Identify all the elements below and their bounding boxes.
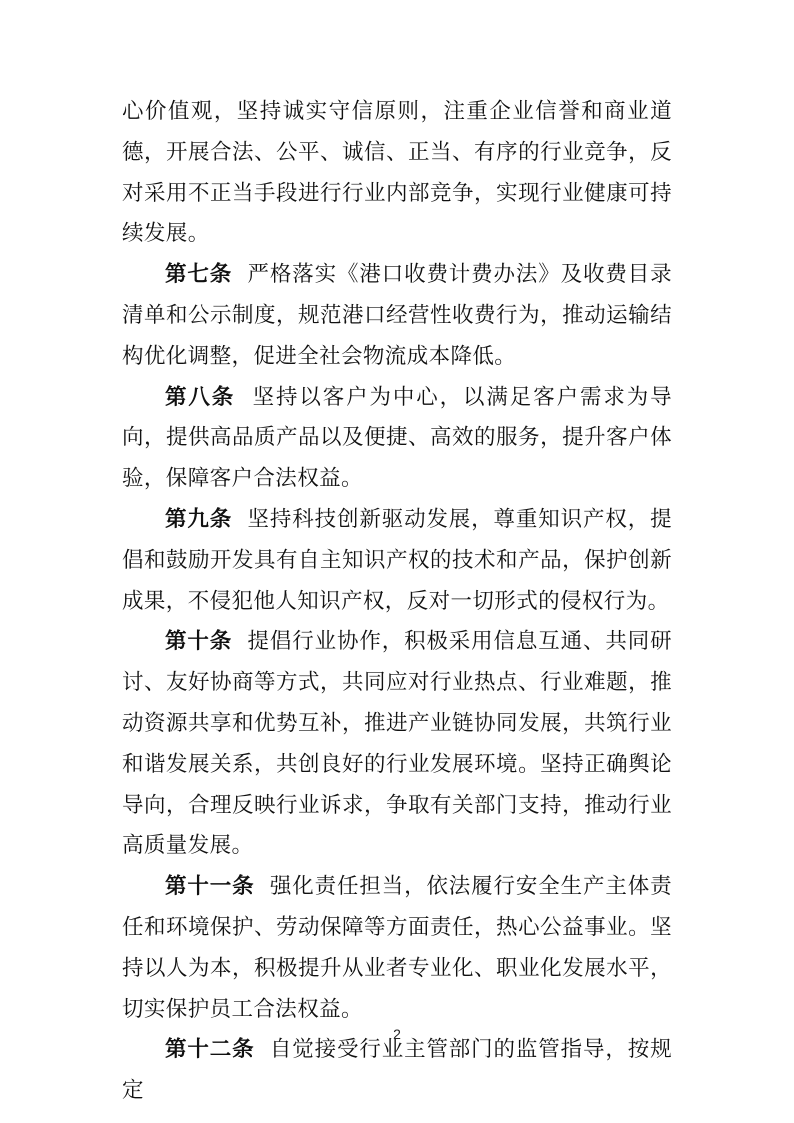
article-8	[122, 378, 672, 500]
paragraph-text: 坚持以客户为中心，以满足客户需求为导向，提供高品质产品以及便捷、高效的服务，提升客户体验，保障客户合法权益。	[122, 384, 673, 492]
article-12	[122, 1030, 672, 1112]
article-heading: 第九条	[165, 506, 233, 532]
article-11	[122, 867, 672, 1030]
article-heading: 第十条	[165, 629, 233, 655]
article-heading: 第十二条	[165, 1037, 255, 1063]
article-heading: 第七条	[165, 262, 233, 288]
document-body	[122, 92, 672, 1112]
paragraph-text: 心价值观，坚持诚实守信原则，注重企业信誉和商业道德，开展合法、公平、诚信、正当、有序的行业竞争，反对采用不正当手段进行行业内部竞争，实现行业健康可持续发展。	[122, 99, 672, 247]
article-heading: 第十一条	[165, 874, 255, 900]
paragraph-text: 自觉接受行业主管部门的监管指导，按规定	[122, 1037, 672, 1104]
paragraph-text: 坚持科技创新驱动发展，尊重知识产权，提倡和鼓励开发具有自主知识产权的技术和产品，保护创新成果，不侵犯他人知识产权，反对一切形式的侵权行为。	[122, 506, 673, 614]
article-10	[122, 622, 672, 867]
article-heading: 第八条	[165, 384, 236, 410]
article-7	[122, 255, 672, 377]
paragraph-continuation	[122, 92, 672, 255]
article-9	[122, 500, 672, 622]
paragraph-text: 强化责任担当，依法履行安全生产主体责任和环境保护、劳动保障等方面责任，热心公益事业。坚持以人为本，积极提升从业者专业化、职业化发展水平，切实保护员工合法权益。	[122, 874, 672, 1022]
paragraph-text: 提倡行业协作，积极采用信息互通、共同研讨、友好协商等方式，共同应对行业热点、行业难题，推动资源共享和优势互补，推进产业链协同发展，共筑行业和谐发展关系，共创良好的行业发展环境。坚持正确舆论导向，合理反映行业诉求，争取有关部门支持，推动行业高质量发展。	[122, 629, 673, 859]
page-number: 2	[393, 1026, 401, 1042]
paragraph-text: 严格落实《港口收费计费办法》及收费目录清单和公示制度，规范港口经营性收费行为，推动运输结构优化调整，促进全社会物流成本降低。	[122, 262, 673, 369]
